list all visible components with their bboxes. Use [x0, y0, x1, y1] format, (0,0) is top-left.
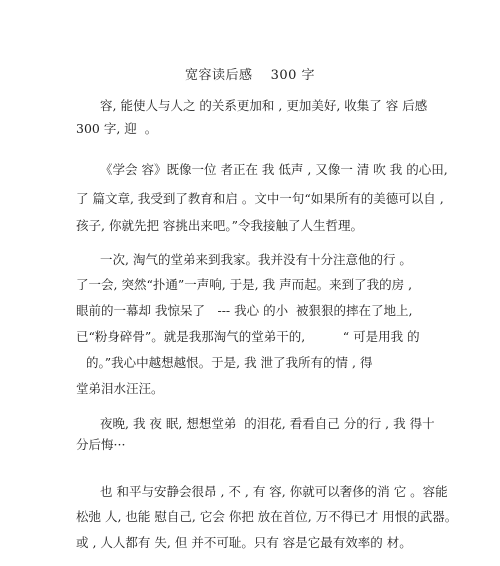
paragraph-line: 一次, 淘气的堂弟来到我家。我并没有十分注意他的行 。 — [100, 252, 412, 267]
paragraph-line: 《学会 容》既像一位 者正在 我 低声 , 又像一 清 吹 我 的心田, — [100, 162, 448, 177]
paragraph-line: 分后悔··· — [76, 437, 126, 452]
paragraph-line: 也 和平与安静会很昂 , 不 , 有 容, 你就可以奢侈的消 它 。容能 — [100, 484, 448, 499]
paragraph-line: 的。”我心中越想越恨。于是, 我 泄了我所有的情 , 得 — [86, 355, 373, 370]
paragraph-line: 300 字, 迎 。 — [76, 121, 158, 136]
paragraph-line: 已“粉身碎骨”。就是我那淘气的堂弟干的, “ 可是用我 的 — [76, 329, 420, 344]
paragraph-line: 堂弟泪水汪汪。 — [76, 381, 164, 396]
paragraph-line: 夜晚, 我 夜 眠, 想想堂弟 的泪花, 看看自己 分的行 , 我 得十 — [100, 416, 435, 431]
document-title: 宽容读后感 300 字 — [184, 68, 316, 83]
paragraph-line: 了一会, 突然“扑通”一声响, 于是, 我 声而起。来到了我的房 , — [76, 277, 413, 292]
paragraph-line: 孩子, 你就先把 容挑出来吧。”令我接触了人生哲理。 — [76, 218, 364, 233]
paragraph-line: 或 , 人人都有 失, 但 并不可耻。只有 容是它最有效率的 材。 — [76, 535, 412, 550]
paragraph-line: 了 篇文章, 我受到了教育和启 。文中一句“如果所有的美德可以自 , — [76, 191, 444, 206]
paragraph-line: 松弛 人, 也能 慰自己, 它会 你把 放在首位, 万不得已才 用恨的武器。 — [76, 509, 458, 524]
paragraph-line: 容, 能使人与人之 的关系更加和 , 更加美好, 收集了 容 后感 — [100, 98, 428, 113]
paragraph-line: 眼前的一幕却 我惊呆了 --- 我心 的小 被狠狠的摔在了地上, — [76, 303, 413, 318]
